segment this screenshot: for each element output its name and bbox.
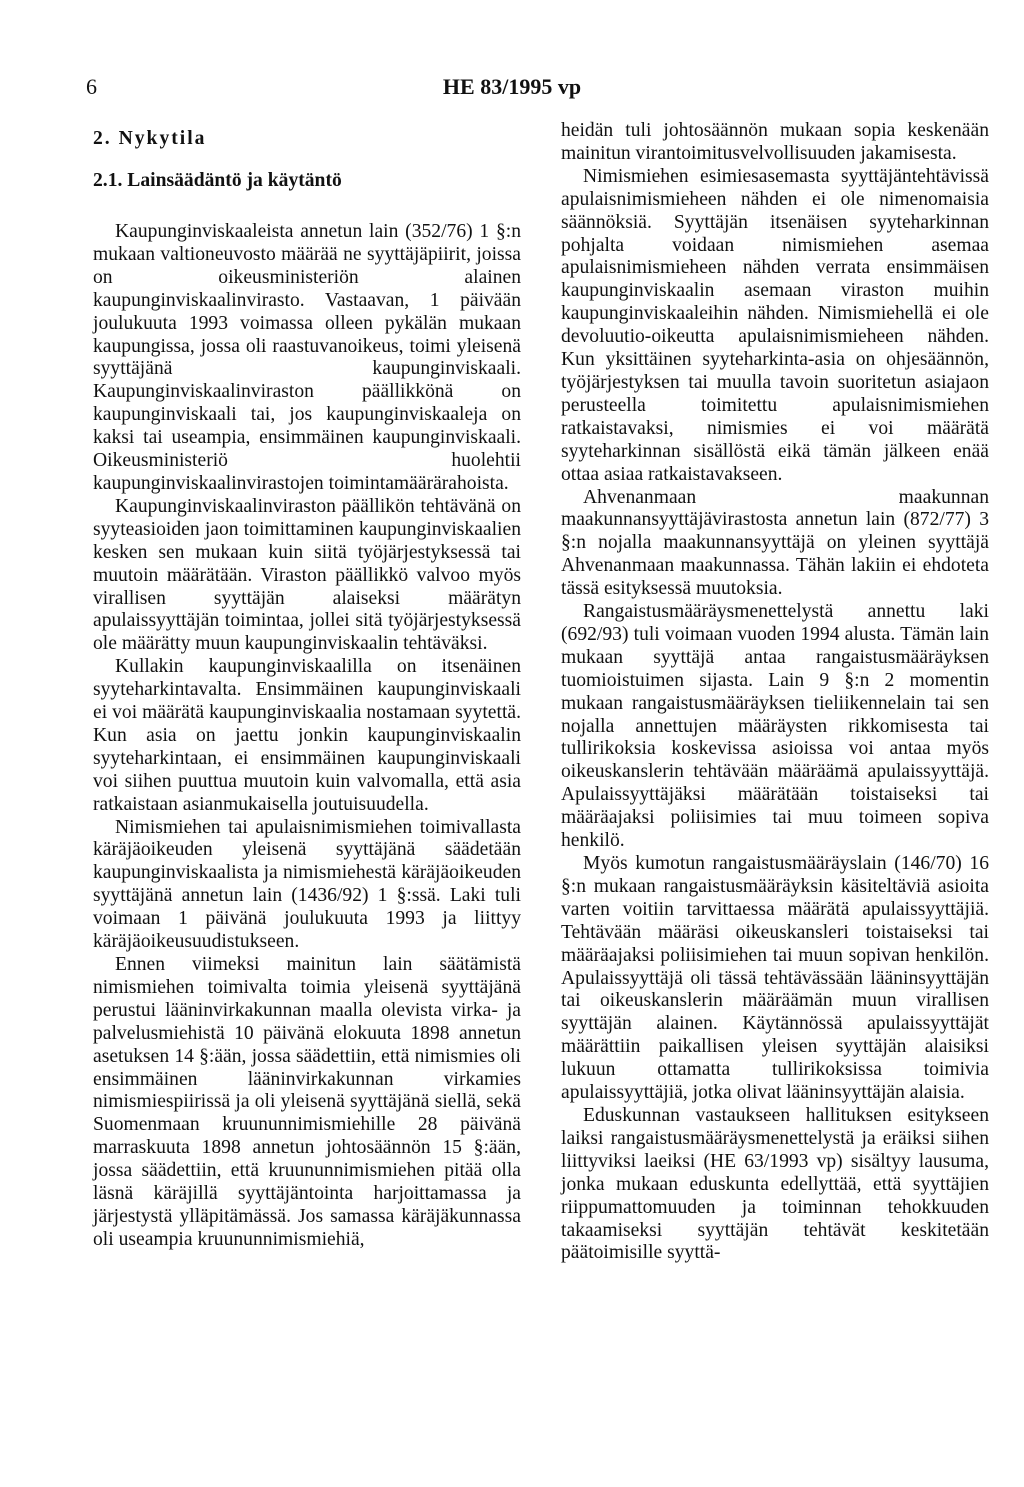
paragraph: Kullakin kaupunginviskaalilla on itsenäinen syyteharkintavalta. Ensimmäinen kaupunginviskaali ei voi määrätä kaupunginviskaalia nostamaan syytettä. Kun asia on jaettu jonkin kaupunginviskaalin syyteharkintaan, ei ensimmäinen kaupunginviskaali voi siihen puuttua muutoin kuin valvomalla, että asia ratkaistaan asianmukaisella joutuisuudella. <box>93 656 521 815</box>
right-column <box>561 120 989 1265</box>
paragraph: Ennen viimeksi mainitun lain säätämistä nimismiehen toimivalta toimia yleisenä syyttäjänä perustui lääninvirkakunnan maalla olevista virka- ja palvelusmiehistä 10 päivänä elokuuta 1898 annetun asetuksen 14 §:ään, jossa säädettiin, että nimismies oli ensimmäinen lääninvirkakunnan virkamies nimismiespiirissä ja oli yleisenä syyttäjänä siellä, sekä Suomenmaan kruununnimismiehille 28 päivänä marraskuuta 1898 annetun johtosäännön 15 §:ään, jossa säädettiin, että kruununnimismiehen pitää olla läsnä käräjillä syyttäjäntointa harjoittamassa ja järjestystä ylläpitämässä. Jos samassa käräjäkunnassa oli useampia kruununnimismiehiä, <box>93 954 521 1250</box>
paragraph: Kaupunginviskaalinviraston päällikön tehtävänä on syyteasioiden jaon toimittaminen kaupunginviskaalien kesken sen mukaan kuin siitä työjärjestyksessä tai muutoin määrätään. Viraston päällikkö valvoo myös virallisen syyttäjän alaiseksi määrätyn apulaissyyttäjän toimintaa, jollei sitä työjärjestyksessä ole määrätty muun kaupunginviskaalin tehtäväksi. <box>93 495 521 655</box>
left-column <box>93 120 521 1252</box>
paragraph: Myös kumotun rangaistusmääräyslain (146/70) 16 §:n mukaan rangaistusmääräyksin käsiteltäviä asioita varten voitiin tarvittaessa määrätä apulaissyyttäjiä. Tehtävään määräsi oikeuskansleri toistaiseksi tai määräajaksi poliisimiehen tai muun sopivan henkilön. Apulaissyyttäjä oli tässä tehtävässään lääninsyyttäjän tai oikeuskanslerin määräämän muun virallisen syyttäjän alainen. Käytännössä apulaissyyttäjät määrättiin paikallisen yleisen syyttäjän alaisiksi lukuun ottamatta tullirikoksissa toimivia apulaissyyttäjiä, jotka olivat lääninsyyttäjän alaisia. <box>561 853 989 1104</box>
paragraph: Kaupunginviskaaleista annetun lain (352/76) 1 §:n mukaan valtioneuvosto määrää ne syyttäjäpiirit, joissa on oikeusministeriön alainen kaupunginviskaalinvirasto. Vastaavan, 1 päivään joulukuuta 1993 voimassa olleen pykälän mukaan kaupungissa, jossa oli raastuvanoikeus, toimi yleisenä syyttäjänä kaupunginviskaali. Kaupunginviskaalinviraston päällikkönä on kaupunginviskaali tai, jos kaupunginviskaaleja on kaksi tai useampia, ensimmäinen kaupunginviskaali. Oikeusministeriö huolehtii kaupunginviskaalinvirastojen toimintamäärärahoista. <box>93 221 521 494</box>
paragraph: heidän tuli johtosäännön mukaan sopia keskenään mainitun virantoimitusvelvollisuuden jakamisesta. <box>561 120 989 164</box>
paragraph: Ahvenanmaan maakunnan maakunnansyyttäjävirastosta annetun lain (872/77) 3 §:n nojalla maakunnansyyttäjä on yleinen syyttäjä Ahvenanmaan maakunnassa. Tähän lakiin ei ehdoteta tässä esityksessä muutoksia. <box>561 486 989 600</box>
running-header: HE 83/1995 vp <box>442 74 582 99</box>
paragraph: Nimismiehen esimiesasemasta syyttäjäntehtävissä apulaisnimismieheen nähden ei ole nimenomaisia säännöksiä. Syyttäjän itsenäisen syyteharkinnan pohjalta voidaan nimismiehen asemaa apulaisnimismieheen nähden verrata ensimmäisen kaupunginviskaalin asemaan viraston muihin kaupunginviskaaleihin nähden. Nimismiehellä ei ole devoluutio-oikeutta apulaisnimismieheen nähden. Kun yksittäinen syyteharkinta-asia on ohjesäännön, työjärjestyksen tai muulla tavoin suoritetun asiajaon perusteella toimitettu apulaisnimismiehen ratkaistavaksi, nimismies ei voi määrätä syyteharkinnan sisällöstä eikä tämän jälkeen enää ottaa asiaa ratkaistavakseen. <box>561 165 989 485</box>
page-number: 6 <box>86 74 97 99</box>
paragraph: Eduskunnan vastaukseen hallituksen esitykseen laiksi rangaistusmääräysmenettelystä ja eräiksi siihen liittyviksi laeiksi (HE 63/1993 vp) sisältyy lausuma, jonka mukaan eduskunta edellyttää, että syyttäjien riippumattomuuden ja toiminnan tehokkuuden takaamiseksi syyttäjän tehtävät keskitetään päätoimisille syyttä- <box>561 1104 989 1264</box>
paragraph: Rangaistusmääräysmenettelystä annettu laki (692/93) tuli voimaan vuoden 1994 alusta. Tämän lain mukaan syyttäjä antaa rangaistusmääräyksen tuomioistuimen sijasta. Lain 9 §:n 2 momentin mukaan rangaistusmääräyksen tieliikennelain tai sen nojalla annettujen määräysten rikkomisesta tai tullirikoksia koskevissa asioissa voi antaa myös oikeuskanslerin tehtävään määräämä apulaissyyttäjä. Apulaissyyttäjäksi määrätään toistaiseksi tai määräajaksi poliisimies tai muu toimeen sopiva henkilö. <box>561 601 989 852</box>
paragraph: Nimismiehen tai apulaisnimismiehen toimivallasta käräjäoikeuden yleisenä syyttäjänä säädetään kaupunginviskaalista ja nimismiehestä käräjäoikeuden syyttäjänä annetun lain (1436/92) 1 §:ssä. Laki tuli voimaan 1 päivänä joulukuuta 1993 ja liittyy käräjäoikeusuudistukseen. <box>93 816 521 953</box>
subsection-heading: 2.1. Lainsäädäntö ja käytäntö <box>93 170 342 191</box>
section-heading: 2. Nykytila <box>93 128 207 149</box>
heading-spacer <box>93 209 521 221</box>
